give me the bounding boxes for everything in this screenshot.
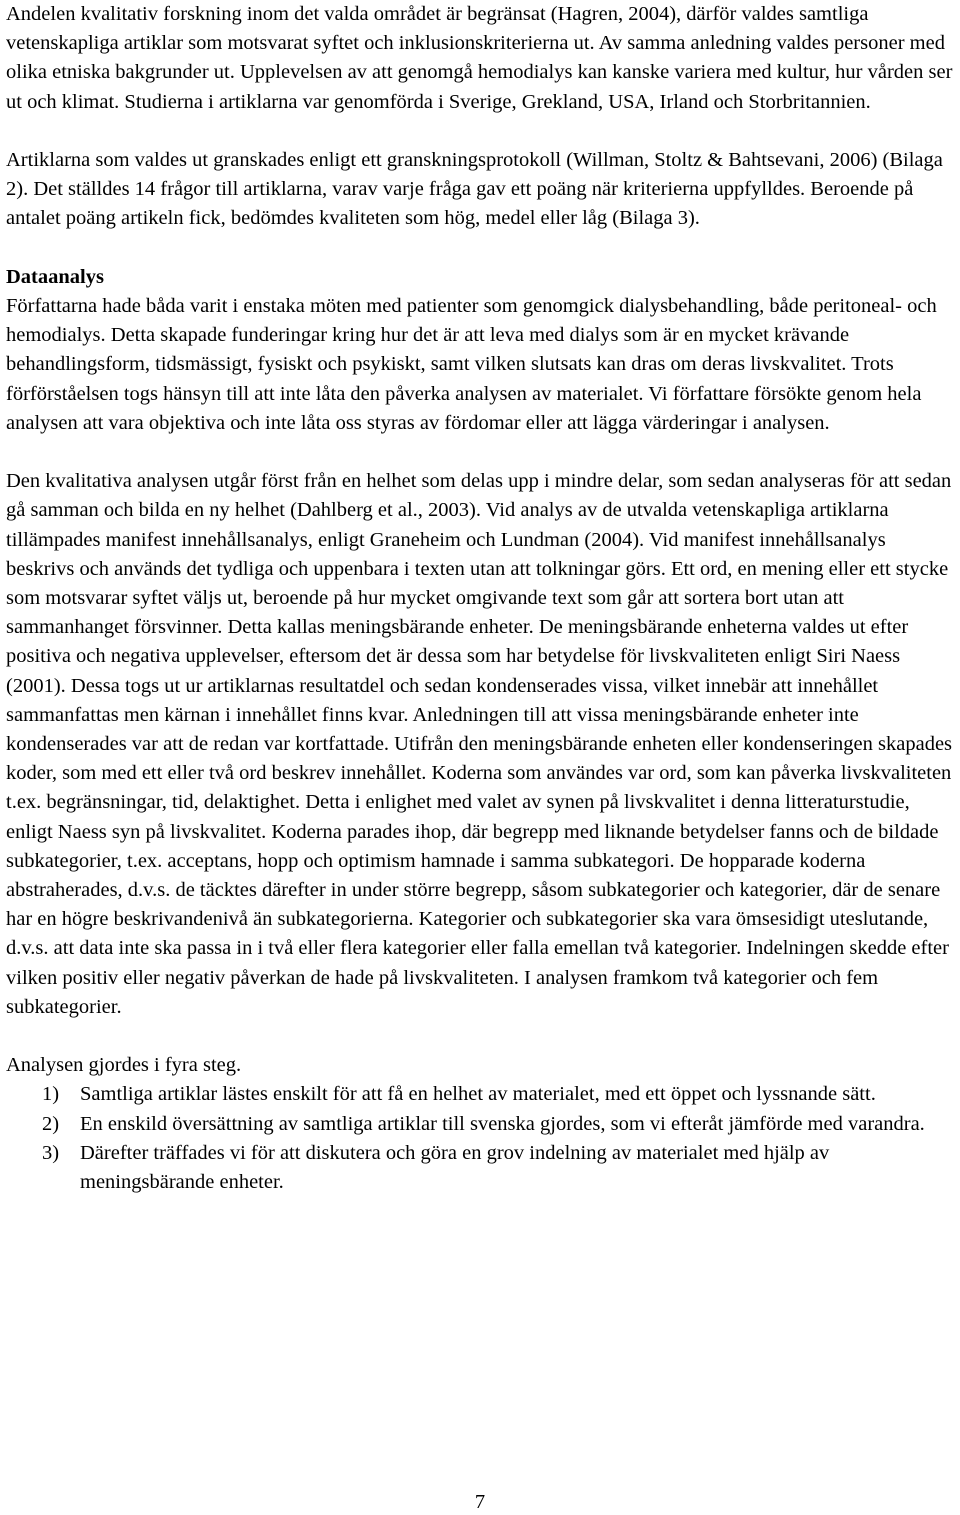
paragraph-gap xyxy=(6,1022,958,1051)
paragraph-gap xyxy=(6,438,958,467)
paragraph-article-selection: Andelen kvalitativ forskning inom det valda området är begränsat (Hagren, 2004), därför valdes samtliga vetenskapliga artiklar som motsvarat syftet och inklusionskriterierna ut. Av samma anledning valdes personer med olika etniska bakgrunder ut. Upplevelsen av att genomgå hemodialys kan kanske variera med kultur, hur vården ser ut och klimat. Studierna i artiklarna var genomförda i Sverige, Grekland, USA, Irland och Storbritannien. xyxy=(6,3,953,113)
list-item xyxy=(6,1110,958,1139)
section-heading-dataanalys: Dataanalys xyxy=(6,265,104,288)
paragraph-steps-intro: Analysen gjordes i fyra steg. xyxy=(6,1054,242,1077)
list-item-text: En enskild översättning av samtliga artiklar till svenska gjordes, som vi efteråt jämförde med varandra. xyxy=(80,1112,925,1135)
page-number: 7 xyxy=(474,1491,486,1513)
list-item-text: Samtliga artiklar lästes enskilt för att få en helhet av materialet, med ett öppet och lyssnande sätt. xyxy=(80,1083,876,1106)
list-item xyxy=(6,1139,958,1197)
paragraph-gap xyxy=(6,234,958,263)
paragraph-gap xyxy=(6,117,958,146)
list-item-number: 3) xyxy=(42,1141,60,1164)
list-item-number: 1) xyxy=(42,1083,60,1106)
list-item-number: 2) xyxy=(42,1112,60,1135)
analysis-steps-list xyxy=(6,1080,958,1197)
paragraph-preunderstanding: Författarna hade båda varit i enstaka möten med patienter som genomgick dialysbehandling, både peritoneal- och hemodialys. Detta skapade funderingar kring hur det är att leva med dialys som är en mycket krävande behandlingsform, tidsmässigt, fysiskt och psykiskt, samt vilken slutsats kan dras om deras livskvalitet. Trots förförståelsen togs hänsyn till att inte låta den påverka analysen av materialet. Vi författare försökte genom hela analysen att vara objektiva och inte låta oss styras av fördomar eller att lägga värderingar i analysen. xyxy=(6,295,937,434)
list-item-text: Därefter träffades vi för att diskutera och göra en grov indelning av materialet med hjälp av meningsbärande enheter. xyxy=(80,1141,830,1194)
list-item xyxy=(6,1080,958,1109)
document-page xyxy=(6,0,958,1197)
paragraph-quality-review: Artiklarna som valdes ut granskades enligt ett granskningsprotokoll (Willman, Stoltz & Bahtsevani, 2006) (Bilaga 2). Det ställdes 14 frågor till artiklarna, varav varje fråga gav ett poäng när kriterierna uppfylldes. Beroende på antalet poäng artikeln fick, bedömdes kvaliteten som hög, medel eller låg (Bilaga 3). xyxy=(6,149,943,230)
paragraph-content-analysis: Den kvalitativa analysen utgår först från en helhet som delas upp i mindre delar, som sedan analyseras för att sedan gå samman och bilda en ny helhet (Dahlberg et al., 2003). Vid analys av de utvalda vetenskapliga artiklarna tillämpades manifest innehållsanalys, enligt Graneheim och Lundman (2004). Vid manifest innehållsanalys beskrivs och används det tydliga och uppenbara i texten utan att tolkningar görs. Ett ord, en mening eller ett stycke som motsvarar syftet väljs ut, beroende på hur mycket omgivande text som går att sortera bort utan att sammanhanget försvinner. Detta kallas meningsbärande enheter. De meningsbärande enheterna valdes ut efter positiva och negativa upplevelser, eftersom det är dessa som har betydelse för livskvaliteten enligt Siri Naess (2001). Dessa togs ut ur artiklarnas resultatdel och sedan kondenserades vissa, vilket innebär att innehållet sammanfattas men kärnan i innehållet finns kvar. Anledningen till att vissa meningsbärande enheter inte kondenserades var att de redan var kortfattade. Utifrån den meningsbärande enheten eller kondenseringen skapades koder, som med ett eller två ord beskrev innehållet. Koderna som användes var ord, som kan påverka livskvaliteten t.ex. begränsningar, tid, delaktighet. Detta i enlighet med valet av synen på livskvalitet i denna litteraturstudie, enligt Naess syn på livskvalitet. Koderna parades ihop, där begrepp med liknande betydelser fanns och de bildade subkategorier, t.ex. acceptans, hopp och optimism hamnade i samma subkategori. De hopparade koderna abstraherades, d.v.s. de täcktes därefter in under större begrepp, såsom subkategorier och kategorier, där de senare har en högre beskrivandenivå än subkategorierna. Kategorier och subkategorier ska vara ömsesidigt uteslutande, d.v.s. att data inte ska passa in i två eller flera kategorier eller falla emellan två kategorier. Indelningen skedde efter vilken positiv eller negativ påverkan de hade på livskvaliteten. I analysen framkom två kategorier och fem subkategorier. xyxy=(6,470,953,1018)
